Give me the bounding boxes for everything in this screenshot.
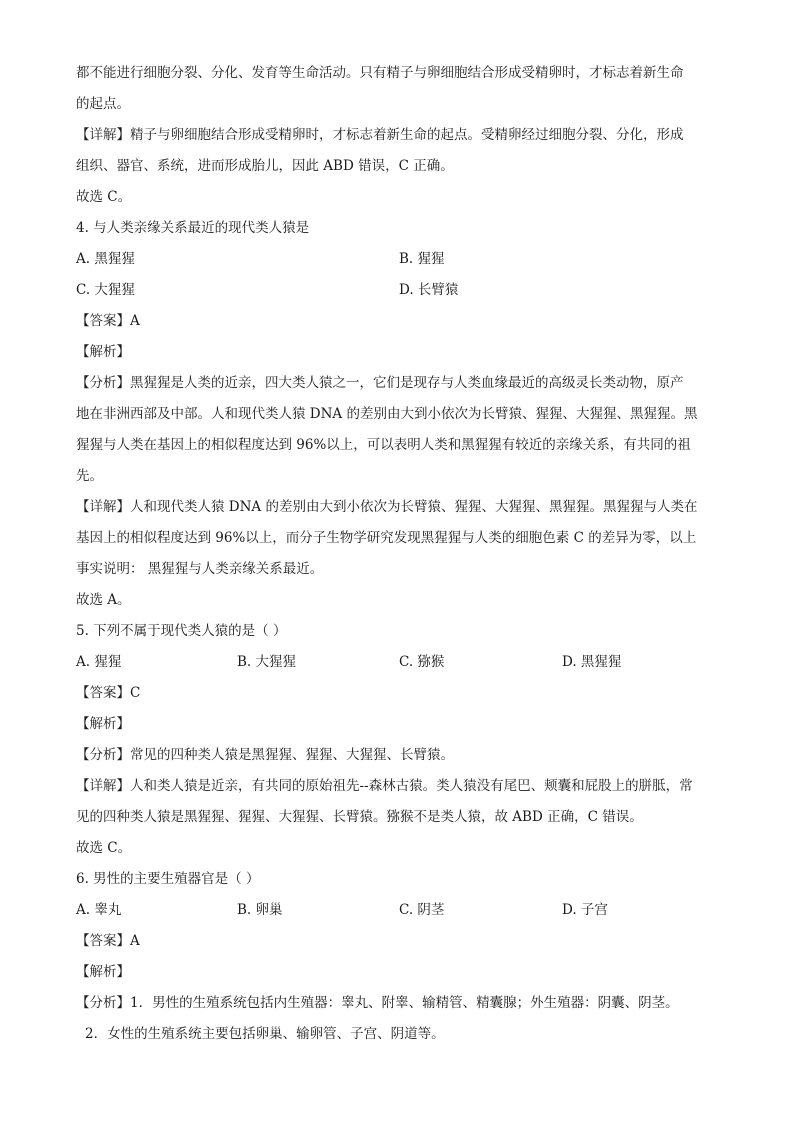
text-line: 的起点。 [76,96,130,112]
option-a: A. 睾丸 [76,902,122,918]
answer-label: 【答案】A [76,313,140,329]
option-d: D. 子宫 [562,902,608,918]
option-c: C. 大猩猩 [76,282,135,298]
analysis-line: 【分析】1．男性的生殖系统包括内生殖器：睾丸、附睾、输精管、精囊腺；外生殖器：阴囊、阴茎。 [76,995,679,1011]
option-c: C. 阴茎 [399,902,445,918]
detail-line: 【详解】人和现代类人猿 DNA 的差别由大到小依次为长臂猿、猩猩、大猩猩、黑猩猩。黑猩猩与人类在 [76,499,698,515]
conclusion-line: 故选 A。 [76,592,131,608]
analysis-label: 【解析】 [76,716,130,732]
option-d: D. 黑猩猩 [562,654,622,670]
analysis-line: 【分析】黑猩猩是人类的近亲，四大类人猿之一，它们是现存与人类血缘最近的高级灵长类动物，原产 [76,375,684,391]
analysis-line: 猩猩与人类在基因上的相似程度达到 96%以上，可以表明人类和黑猩猩有较近的亲缘关系，有共同的祖 [76,437,691,453]
option-b: B. 猩猩 [399,251,445,267]
question-6-options [76,895,724,926]
detail-line: 事实说明： 黑猩猩与人类亲缘关系最近。 [76,561,324,577]
question-4-stem: 4. 与人类亲缘关系最近的现代类人猿是 [76,220,310,236]
option-a: A. 猩猩 [76,654,122,670]
analysis-label: 【解析】 [76,964,130,980]
detail-line: 【详解】人和类人猿是近亲，有共同的原始祖先--森林古猿。类人猿没有尾巴、颊囊和屁股上的胼胝，常 [76,778,693,794]
option-b: B. 大猩猩 [237,654,297,670]
conclusion-line: 故选 C。 [76,189,132,205]
detail-line: 【详解】精子与卵细胞结合形成受精卵时，才标志着新生命的起点。受精卵经过细胞分裂、分化，形成 [76,127,684,143]
answer-label: 【答案】A [76,933,140,949]
option-d: D. 长臂猿 [399,282,459,298]
conclusion-line: 故选 C。 [76,840,132,856]
question-5-stem: 5. 下列不属于现代类人猿的是（ ） [76,623,287,639]
analysis-line: 【分析】常见的四种类人猿是黑猩猩、猩猩、大猩猩、长臂猿。 [76,747,454,763]
text-line: 都不能进行细胞分裂、分化、发育等生命活动。只有精子与卵细胞结合形成受精卵时，才标志着新生命 [76,65,684,81]
detail-line: 基因上的相似程度达到 96%以上，而分子生物学研究发现黑猩猩与人类的细胞色素 C 的差异为零，以上 [76,530,697,546]
analysis-line: 地在非洲西部及中部。人和现代类人猿 DNA 的差别由大到小依次为长臂猿、猩猩、大猩猩、黑猩猩。黑 [76,406,698,422]
question-5-options [76,647,724,678]
detail-line: 见的四种类人猿是黑猩猩、猩猩、大猩猩、长臂猿。猕猴不是类人猿，故 ABD 正确，C 错误。 [76,809,643,825]
option-b: B. 卵巢 [237,902,283,918]
analysis-label: 【解析】 [76,344,130,360]
question-4-options-row-1 [76,244,724,275]
option-a: A. 黑猩猩 [76,251,135,267]
option-c: C. 猕猴 [399,654,445,670]
document-body [76,58,724,1050]
analysis-line: 2．女性的生殖系统主要包括卵巢、输卵管、子宫、阴道等。 [85,1026,445,1042]
answer-label: 【答案】C [76,685,141,701]
question-6-stem: 6. 男性的主要生殖器官是（ ） [76,871,260,887]
analysis-line: 先。 [76,468,103,484]
detail-line: 组织、器官、系统，进而形成胎儿，因此 ABD 错误，C 正确。 [76,158,454,174]
question-4-options-row-2 [76,275,724,306]
